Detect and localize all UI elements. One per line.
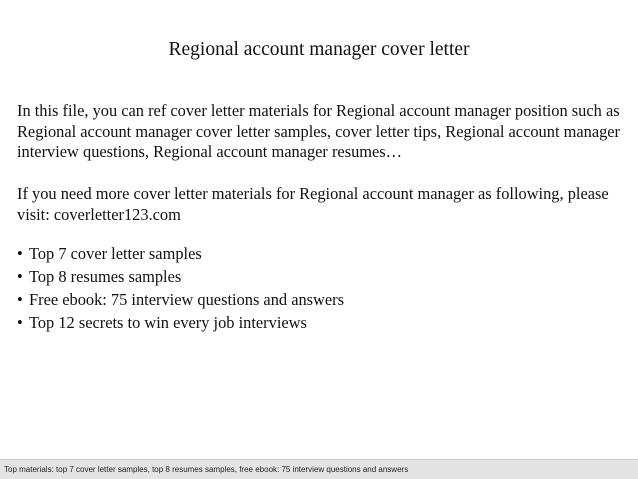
bullet-icon: • bbox=[17, 244, 23, 263]
footer-bar: Top materials: top 7 cover letter samples, top 8 resumes samples, free ebook: 75 interview questions and answers bbox=[0, 459, 638, 479]
materials-list bbox=[17, 242, 627, 334]
slide-title: Regional account manager cover letter bbox=[168, 39, 470, 60]
list-item-text: Top 7 cover letter samples bbox=[29, 244, 202, 263]
list-item bbox=[17, 242, 627, 265]
list-item bbox=[17, 288, 627, 311]
list-item-text: Top 12 secrets to win every job interviews bbox=[29, 313, 307, 332]
bullet-icon: • bbox=[17, 313, 23, 332]
intro-paragraph: In this file, you can ref cover letter materials for Regional account manager position such as Regional account manager cover letter samples, cover letter tips, Regional account manager interview questions, Regional account manager resumes… bbox=[17, 101, 621, 161]
bullet-icon: • bbox=[17, 290, 23, 309]
more-materials-paragraph: If you need more cover letter materials for Regional account manager as following, please visit: coverletter123.com bbox=[17, 184, 609, 224]
list-item-text: Top 8 resumes samples bbox=[29, 267, 182, 286]
list-item bbox=[17, 311, 627, 334]
list-item-text: Free ebook: 75 interview questions and answers bbox=[29, 290, 344, 309]
bullet-icon: • bbox=[17, 267, 23, 286]
list-item bbox=[17, 265, 627, 288]
